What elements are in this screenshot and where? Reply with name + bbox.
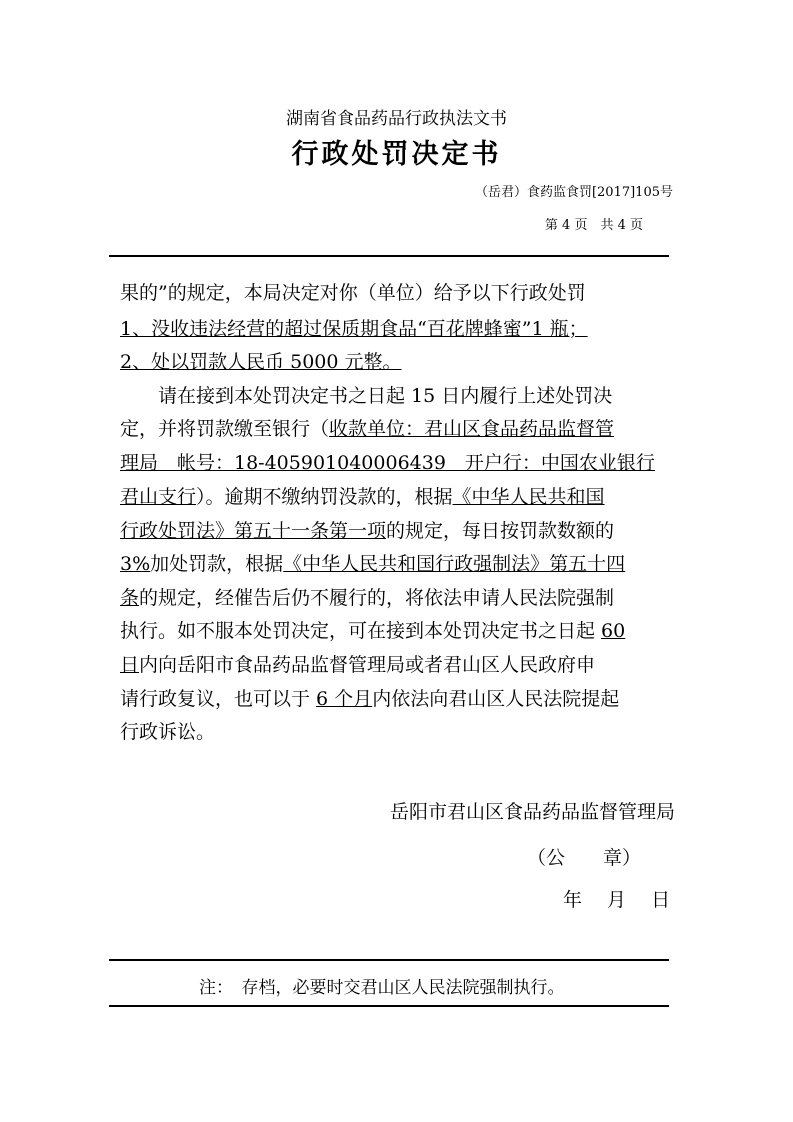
underlined-text: 6 个月 <box>316 688 373 710</box>
official-seal-placeholder: （公 章） <box>527 847 642 869</box>
top-divider <box>109 255 669 257</box>
body-line <box>120 585 675 611</box>
body-line <box>120 383 675 409</box>
footer-divider-top <box>109 959 669 961</box>
body-text: 内向岳阳市食品药品监督管理局或者君山区人民政府申 <box>139 654 596 676</box>
body-line <box>120 416 675 442</box>
body-line <box>120 280 675 306</box>
body-text: ）。逾期不缴纳罚没款的，根据 <box>196 486 453 508</box>
document-title: 行政处罚决定书 <box>291 139 502 170</box>
underlined-text: 收款单位：君山区食品药品监督管 <box>329 418 615 440</box>
underlined-text: 3% <box>120 553 151 575</box>
underlined-text: 《中华人民共和国行政强制法》第五十四 <box>283 553 626 575</box>
body-text: 定，并将罚款缴至银行（ <box>120 418 330 440</box>
underlined-text: 日 <box>120 654 140 676</box>
body-line <box>120 652 675 678</box>
underlined-text: 行政处罚法》第五十一条第一项 <box>120 520 387 542</box>
document-number: （岳君）食药监食罚[2017]105号 <box>474 185 673 200</box>
underlined-text: 理局 帐号：18-405901040006439 开户行：中国农业银行 <box>120 452 655 474</box>
underlined-text: 2、处以罚款人民币 5000 元整。 <box>120 351 402 373</box>
body-text: 果的”的规定，本局决定对你（单位）给予以下行政处罚 <box>120 282 586 304</box>
underlined-text: 君山支行 <box>120 486 197 508</box>
body-text: 加处罚款，根据 <box>150 553 284 575</box>
body-line <box>120 518 675 544</box>
header-organization: 湖南省食品药品行政执法文书 <box>286 109 507 129</box>
underlined-text: 《中华人民共和国 <box>452 486 605 508</box>
footer-divider-bottom <box>109 1005 669 1007</box>
body-line <box>120 551 675 577</box>
body-text: 内依法向君山区人民法院提起 <box>372 688 620 710</box>
body-line <box>120 349 675 375</box>
body-text: 行政诉讼。 <box>120 721 216 743</box>
issuing-authority: 岳阳市君山区食品药品监督管理局 <box>389 801 675 823</box>
body-line <box>120 316 675 342</box>
signature-date: 年 月 日 <box>563 889 671 911</box>
footer-note: 注： 存档，必要时交君山区人民法院强制执行。 <box>199 978 565 998</box>
page-indicator: 第 4 页 共 4 页 <box>544 218 643 233</box>
body-line <box>120 484 675 510</box>
body-text: 请行政复议，也可以于 <box>120 688 317 710</box>
body-line <box>120 686 675 712</box>
body-line <box>120 618 675 644</box>
body-text: 请在接到本处罚决定书之日起 15 日内履行上述处罚决 <box>120 385 613 407</box>
body-text: 的规定，经催告后仍不履行的，将依法申请人民法院强制 <box>139 587 615 609</box>
underlined-text: 60 <box>601 620 626 642</box>
body-text: 执行。如不服本处罚决定，可在接到本处罚决定书之日起 <box>120 620 602 642</box>
body-line <box>120 719 675 745</box>
body-text: 的规定，每日按罚款数额的 <box>386 520 615 542</box>
underlined-text: 1、没收违法经营的超过保质期食品“百花牌蜂蜜”1 瓶； <box>120 318 588 340</box>
body-line <box>120 450 675 476</box>
underlined-text: 条 <box>120 587 140 609</box>
